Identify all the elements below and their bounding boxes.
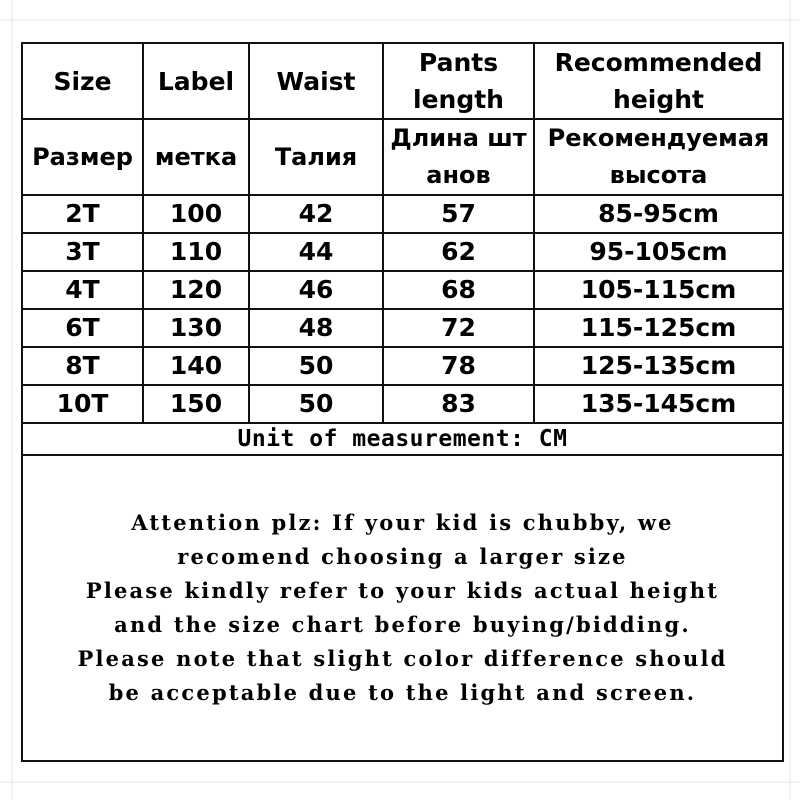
cell-pants-length: 62 <box>383 233 534 271</box>
attention-line-6: be acceptable due to the light and screen. <box>108 680 697 705</box>
table-row <box>22 271 783 309</box>
header-ru-label: метка <box>143 119 249 195</box>
header-ru-pants-length-line-1: Длина шт <box>390 124 527 152</box>
table-row <box>22 309 783 347</box>
attention-row <box>22 455 783 761</box>
cell-pants-length: 83 <box>383 385 534 423</box>
cell-height: 115-125cm <box>534 309 783 347</box>
cell-size: 6T <box>22 309 143 347</box>
header-pants-length <box>383 43 534 119</box>
header-ru-waist: Талия <box>249 119 383 195</box>
cell-size: 4T <box>22 271 143 309</box>
header-ru-recommended-height-line-2: высота <box>609 161 708 189</box>
cell-waist: 50 <box>249 347 383 385</box>
unit-of-measurement: Unit of measurement: CM <box>22 423 783 455</box>
cell-pants-length: 68 <box>383 271 534 309</box>
cell-label: 150 <box>143 385 249 423</box>
cell-label: 110 <box>143 233 249 271</box>
header-recommended-height-line-1: Recommended <box>554 48 763 77</box>
header-pants-length-line-1: Pants <box>418 48 499 77</box>
table-row <box>22 233 783 271</box>
cell-waist: 50 <box>249 385 383 423</box>
cell-label: 140 <box>143 347 249 385</box>
attention-line-5: Please note that slight color difference should <box>77 646 728 671</box>
cell-waist: 46 <box>249 271 383 309</box>
cell-waist: 42 <box>249 195 383 233</box>
cell-height: 105-115cm <box>534 271 783 309</box>
cell-label: 130 <box>143 309 249 347</box>
cell-label: 120 <box>143 271 249 309</box>
size-chart <box>21 42 782 762</box>
header-recommended-height-line-2: height <box>613 85 704 114</box>
attention-line-2: recomend choosing a larger size <box>177 544 628 569</box>
header-ru-pants-length-line-2: анов <box>426 161 491 189</box>
attention-note <box>22 455 783 761</box>
cell-label: 100 <box>143 195 249 233</box>
cell-height: 125-135cm <box>534 347 783 385</box>
header-ru-pants-length <box>383 119 534 195</box>
attention-line-1: Attention plz: If your kid is chubby, we <box>131 510 674 535</box>
table-row <box>22 385 783 423</box>
cell-size: 2T <box>22 195 143 233</box>
header-ru-size: Размер <box>22 119 143 195</box>
header-row-russian <box>22 119 783 195</box>
cell-size: 8T <box>22 347 143 385</box>
cell-pants-length: 57 <box>383 195 534 233</box>
table-row <box>22 347 783 385</box>
header-ru-recommended-height-line-1: Рекомендуемая <box>547 124 770 152</box>
header-row-english <box>22 43 783 119</box>
header-label: Label <box>143 43 249 119</box>
cell-size: 3T <box>22 233 143 271</box>
header-waist: Waist <box>249 43 383 119</box>
unit-row <box>22 423 783 455</box>
table-row <box>22 195 783 233</box>
header-size: Size <box>22 43 143 119</box>
cell-height: 85-95cm <box>534 195 783 233</box>
cell-pants-length: 78 <box>383 347 534 385</box>
size-table <box>21 42 784 762</box>
cell-height: 95-105cm <box>534 233 783 271</box>
cell-waist: 44 <box>249 233 383 271</box>
attention-line-3: Please kindly refer to your kids actual height <box>85 578 720 603</box>
cell-size: 10T <box>22 385 143 423</box>
cell-height: 135-145cm <box>534 385 783 423</box>
header-recommended-height <box>534 43 783 119</box>
attention-line-4: and the size chart before buying/bidding. <box>114 612 691 637</box>
header-pants-length-line-2: length <box>413 85 504 114</box>
header-ru-recommended-height <box>534 119 783 195</box>
cell-waist: 48 <box>249 309 383 347</box>
cell-pants-length: 72 <box>383 309 534 347</box>
